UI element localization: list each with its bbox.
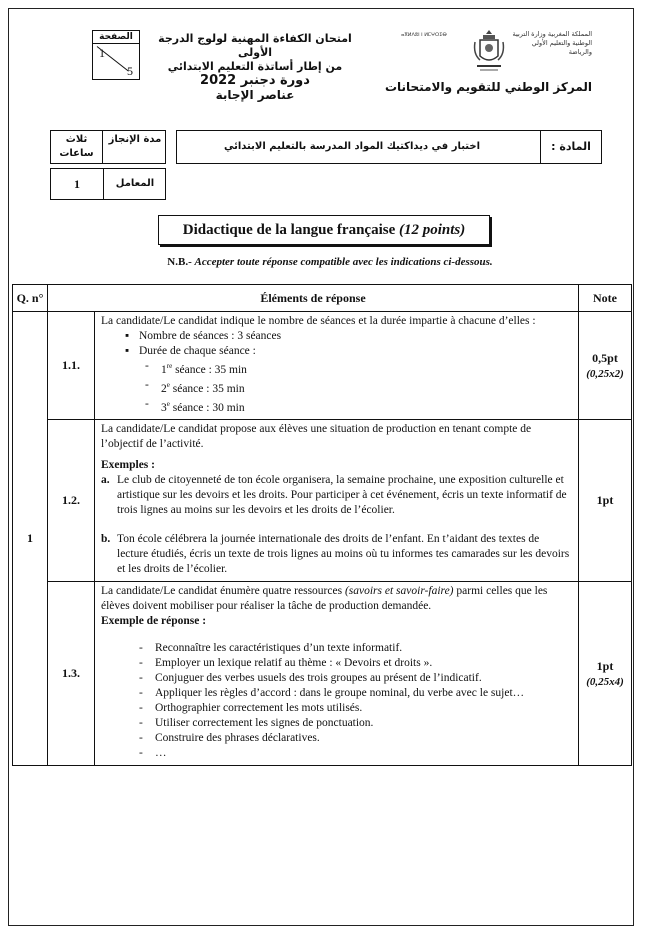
answer-cell: La candidate/Le candidat énumère quatre ressources (savoirs et savoir-faire) parmi celles que les élèves doivent mobiliser pour réaliser la tâche de production demandée. Exemple de réponse : - Reconnaître les caractéristiques d’un texte informatif. - Employer un lexique relatif au thème : « Devoirs et droits ». - Conjuguer des verbes usuels des trois groupes au présent de l’indicatif. - Appliquer les règles d’accord : dans le groupe nominal, du verbe avec le sujet… - Orthographier correctement les mots utilisés. - Utiliser correctement les signes de ponctuation. - Construire des phrases déclaratives. - … — [95, 582, 579, 766]
subject-box — [176, 130, 602, 164]
duration-box — [50, 130, 166, 164]
column-header-note: Note — [579, 285, 632, 312]
emblem-right-text: المملكة المغربية وزارة التربية الوطنية والتعليم الأولي والرياضة — [512, 30, 592, 56]
list-item: ▪ Durée de chaque séance : — [139, 344, 572, 359]
duration-label: مدة الإنجاز — [108, 134, 162, 145]
table-header-row — [13, 285, 632, 312]
answer-cell: La candidate/Le candidat propose aux élèves une situation de production en tenant compte de l’objectif de l’activité. Exemples : a. Le club de citoyenneté de ton école organisera, la semaine prochaine, une exposition culturelle et artistique sur les devoirs et les droits. Pour participer à cet événement, écris un texte informatif de trois lignes au moins sur les devoirs et les droits de l’écolier. b. Ton école célébrera la journée internationale des droits de l’enfant. En t’aidant des textes de lecture étudiés, écris un texte de trois lignes au moins où tu informes tes camarades sur les devoirs et les droits de l’écolier. — [95, 420, 579, 582]
list-item: - 1re séance : 35 min — [141, 359, 572, 378]
coefficient-value: 1 — [51, 169, 104, 199]
answer-cell: La candidate/Le candidat indique le nombre de séances et la durée impartie à chacune d’elles : ▪ Nombre de séances : 3 séances ▪ Durée de chaque séance : - 1re séance : 35 min - 2e séance : 35 min - 3e séance : 30 min — [95, 312, 579, 420]
list-item: - … — [139, 746, 572, 761]
nota-bene: N.B.- Accepter toute réponse compatible avec les indications ci-dessous. — [167, 256, 493, 268]
note-cell: 1pt — [579, 420, 632, 582]
list-item: - Conjuguer des verbes usuels des trois groupes au présent de l’indicatif. — [139, 671, 572, 686]
example-a: a. Le club de citoyenneté de ton école organisera, la semaine prochaine, une exposition culturelle et artistique sur les devoirs et les droits. Pour participer à cet événement, écris un texte informatif de trois lignes au moins sur les devoirs et les droits de l’écolier. — [101, 474, 567, 517]
column-header-question: Q. n° — [13, 285, 48, 312]
example-b: b. Ton école célébrera la journée internationale des droits de l’enfant. En t’aidant des textes de lecture étudiés, écris un texte de trois lignes au moins où tu informes tes camarades sur les devoirs et les droits de l’écolier. — [101, 533, 570, 576]
answer-table — [12, 284, 632, 766]
page-total: 5 — [127, 64, 133, 78]
duration-value: ثلاث ساعات — [51, 131, 103, 163]
sub-question-number: 1.1. — [48, 312, 95, 420]
sub-question-number: 1.3. — [48, 582, 95, 766]
list-item: - Construire des phrases déclaratives. — [139, 731, 572, 746]
list-item: - Utiliser correctement les signes de ponctuation. — [139, 716, 572, 731]
sub-question-number: 1.2. — [48, 420, 95, 582]
list-item: - Employer un lexique relatif au thème : « Devoirs et droits ». — [139, 656, 572, 671]
section-title: Didactique de la langue française (12 points) — [158, 215, 490, 245]
coefficient-label: المعامل — [115, 178, 155, 189]
page-number-box — [92, 30, 140, 80]
coefficient-box — [50, 168, 166, 200]
column-header-elements: Éléments de réponse — [48, 285, 579, 312]
note-cell: 1pt (0,25x4) — [579, 582, 632, 766]
list-item: - 3e séance : 30 min — [141, 397, 572, 416]
subject-value: اختبار في ديداكتيك المواد المدرسة بالتعليم الابتدائي — [223, 141, 481, 152]
list-item: - Reconnaître les caractéristiques d’un texte informatif. — [139, 641, 572, 656]
list-item: - Appliquer les règles d’accord : dans le groupe nominal, du verbe avec le sujet… — [139, 686, 572, 701]
page-current: 1 — [99, 46, 105, 60]
list-item: - Orthographier correctement les mots utilisés. — [139, 701, 572, 716]
table-row — [13, 420, 632, 582]
note-cell: 0,5pt (0,25x2) — [579, 312, 632, 420]
list-item: - 2e séance : 35 min — [141, 378, 572, 397]
table-row — [13, 312, 632, 420]
table-row — [13, 582, 632, 766]
resource-list — [101, 641, 572, 761]
subject-label: المادة : — [540, 131, 601, 163]
exam-title: امتحان الكفاءة المهنية لولوج الدرجة الأولى من إطار أساتذة التعليم الابتدائي دورة دجنبر 2022 عناصر الإجابة — [158, 32, 352, 102]
question-number: 1 — [13, 312, 48, 766]
list-item: ▪ Nombre de séances : 3 séances — [139, 329, 572, 344]
emblem-left-text: ⴰⴳⵍⴷⵓⵏ ⵏ ⵍⵎⵖⵔⵉⴱ — [401, 32, 447, 38]
national-center-name: المركز الوطني للتقويم والامتحانات — [384, 80, 592, 94]
page-label: الصفحة — [93, 31, 139, 44]
section-points: (12 points) — [398, 222, 466, 238]
royal-emblem-icon — [472, 28, 506, 74]
